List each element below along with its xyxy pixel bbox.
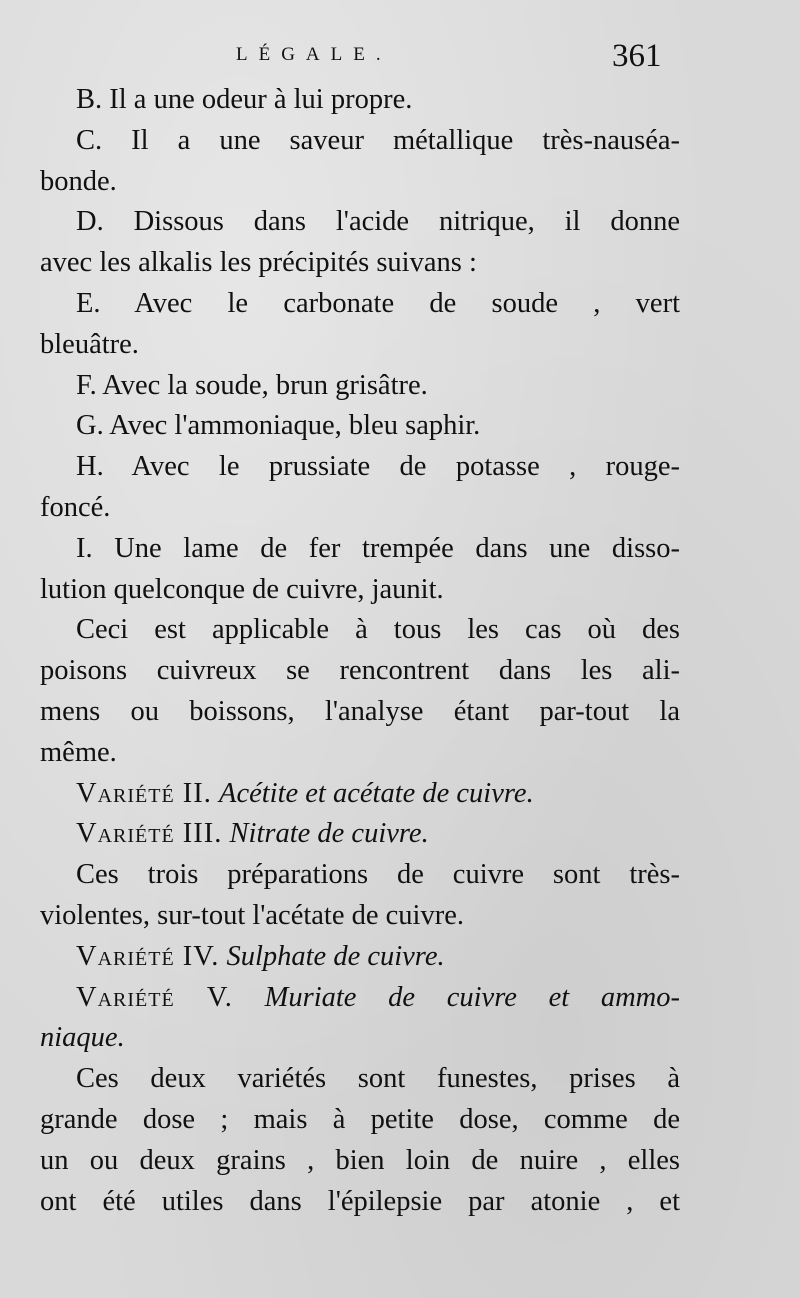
running-title: LÉGALE. — [236, 44, 392, 65]
variety-name: Sulphate de cuivre. — [226, 940, 445, 972]
text-line: avec les alkalis les précipités suivans : — [40, 247, 477, 279]
text-line: C. Il a une saveur métallique très-nauséa- — [76, 124, 680, 156]
variety-heading — [40, 978, 680, 1019]
text-line: lution quelconque de cuivre, jaunit. — [40, 573, 444, 605]
variety-heading — [40, 814, 680, 855]
variety-name-continued: niaque. — [40, 1022, 125, 1054]
variety-heading — [40, 937, 680, 978]
text-line: E. Avec le carbonate de soude , vert — [76, 287, 680, 319]
text-line: Ces trois préparations de cuivre sont très- — [76, 859, 680, 891]
text-line: H. Avec le prussiate de potasse , rouge- — [76, 451, 680, 483]
variety-label: Variété V. — [76, 981, 233, 1013]
page-body — [40, 80, 680, 1222]
text-line: grande dose ; mais à petite dose, comme de — [40, 1103, 680, 1135]
variety-name: Nitrate de cuivre. — [229, 818, 429, 850]
text-line: B. Il a une odeur à lui propre. — [76, 84, 413, 115]
text-line: bonde. — [40, 165, 117, 197]
text-line: même. — [40, 736, 117, 768]
variety-name: Muriate de cuivre et ammo- — [264, 981, 680, 1013]
text-line: Ceci est applicable à tous les cas où des — [76, 614, 680, 646]
variety-name: Acétite et acétate de cuivre. — [219, 777, 534, 809]
text-line: mens ou boissons, l'analyse étant par-tout la — [40, 695, 680, 727]
text-line: I. Une lame de fer trempée dans une disso- — [76, 532, 680, 564]
text-line: poisons cuivreux se rencontrent dans les ali- — [40, 655, 680, 687]
variety-heading — [40, 774, 680, 815]
page-number: 361 — [612, 38, 662, 74]
text-line: G. Avec l'ammoniaque, bleu saphir. — [76, 410, 481, 442]
variety-label: Variété II. — [76, 777, 212, 809]
text-line: Ces deux variétés sont funestes, prises à — [76, 1063, 680, 1095]
text-line: foncé. — [40, 491, 111, 523]
text-line: D. Dissous dans l'acide nitrique, il donne — [76, 206, 680, 238]
text-line: bleuâtre. — [40, 328, 139, 360]
text-line: F. Avec la soude, brun grisâtre. — [76, 369, 428, 401]
text-line: un ou deux grains , bien loin de nuire , elles — [40, 1144, 680, 1176]
variety-label: Variété IV. — [76, 940, 220, 972]
text-line: ont été utiles dans l'épilepsie par atonie , et — [40, 1185, 680, 1217]
variety-label: Variété III. — [76, 818, 223, 850]
text-line: violentes, sur-tout l'acétate de cuivre. — [40, 899, 464, 931]
running-head — [0, 38, 800, 78]
